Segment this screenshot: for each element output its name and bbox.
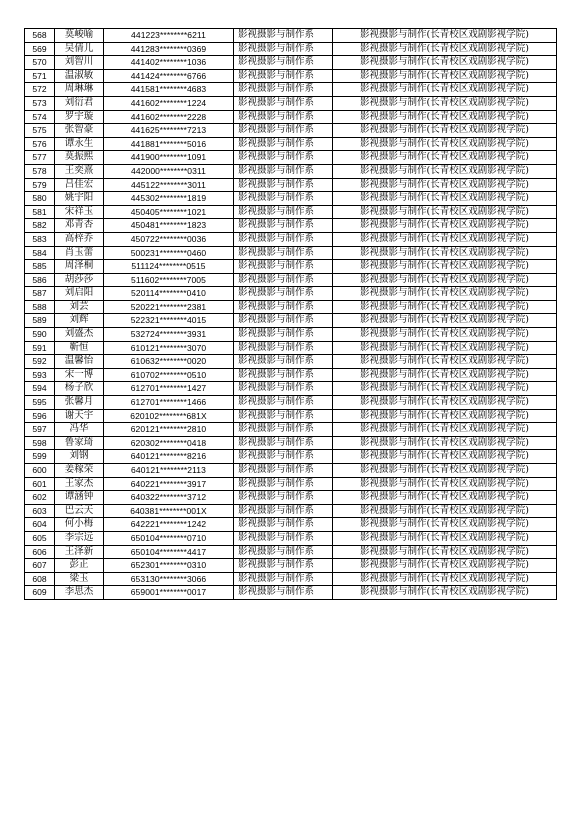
department: 影视摄影与制作系 <box>234 368 333 382</box>
table-row <box>25 178 557 192</box>
student-name: 刘芸 <box>55 300 104 314</box>
major: 影视摄影与制作(长青校区戏剧影视学院) <box>333 246 557 260</box>
row-number: 569 <box>25 42 55 56</box>
major: 影视摄影与制作(长青校区戏剧影视学院) <box>333 29 557 43</box>
id-number: 520221********2381 <box>104 300 234 314</box>
row-number: 587 <box>25 287 55 301</box>
id-number: 442000********0311 <box>104 164 234 178</box>
table-row <box>25 504 557 518</box>
id-number: 620302********0418 <box>104 436 234 450</box>
id-number: 441402********1036 <box>104 56 234 70</box>
department: 影视摄影与制作系 <box>234 464 333 478</box>
table-row <box>25 382 557 396</box>
department: 影视摄影与制作系 <box>234 124 333 138</box>
major: 影视摄影与制作(长青校区戏剧影视学院) <box>333 69 557 83</box>
row-number: 589 <box>25 314 55 328</box>
major: 影视摄影与制作(长青校区戏剧影视学院) <box>333 260 557 274</box>
id-number: 450722********0036 <box>104 232 234 246</box>
student-name: 周泽桐 <box>55 260 104 274</box>
table-row <box>25 287 557 301</box>
id-number: 441602********1224 <box>104 96 234 110</box>
row-number: 596 <box>25 409 55 423</box>
table-row <box>25 124 557 138</box>
id-number: 520114********0410 <box>104 287 234 301</box>
department: 影视摄影与制作系 <box>234 192 333 206</box>
student-name: 姜稼荣 <box>55 464 104 478</box>
department: 影视摄影与制作系 <box>234 300 333 314</box>
table-row <box>25 273 557 287</box>
department: 影视摄影与制作系 <box>234 314 333 328</box>
row-number: 568 <box>25 29 55 43</box>
row-number: 593 <box>25 368 55 382</box>
student-name: 周琳琳 <box>55 83 104 97</box>
id-number: 620121********2810 <box>104 423 234 437</box>
id-number: 612701********1466 <box>104 396 234 410</box>
department: 影视摄影与制作系 <box>234 396 333 410</box>
major: 影视摄影与制作(长青校区戏剧影视学院) <box>333 518 557 532</box>
major: 影视摄影与制作(长青校区戏剧影视学院) <box>333 219 557 233</box>
table-row <box>25 477 557 491</box>
id-number: 620102********681X <box>104 409 234 423</box>
id-number: 610121********3070 <box>104 341 234 355</box>
id-number: 640381********001X <box>104 504 234 518</box>
roster-table-body <box>25 29 557 600</box>
major: 影视摄影与制作(长青校区戏剧影视学院) <box>333 477 557 491</box>
id-number: 652301********0310 <box>104 559 234 573</box>
table-row <box>25 531 557 545</box>
student-name: 谭永生 <box>55 137 104 151</box>
major: 影视摄影与制作(长青校区戏剧影视学院) <box>333 368 557 382</box>
row-number: 576 <box>25 137 55 151</box>
major: 影视摄影与制作(长青校区戏剧影视学院) <box>333 205 557 219</box>
student-name: 巴云天 <box>55 504 104 518</box>
row-number: 577 <box>25 151 55 165</box>
id-number: 441602********2228 <box>104 110 234 124</box>
major: 影视摄影与制作(长青校区戏剧影视学院) <box>333 436 557 450</box>
major: 影视摄影与制作(长青校区戏剧影视学院) <box>333 56 557 70</box>
table-row <box>25 491 557 505</box>
table-row <box>25 232 557 246</box>
id-number: 450405********1021 <box>104 205 234 219</box>
department: 影视摄影与制作系 <box>234 355 333 369</box>
roster-table <box>24 28 557 600</box>
department: 影视摄影与制作系 <box>234 423 333 437</box>
major: 影视摄影与制作(长青校区戏剧影视学院) <box>333 586 557 600</box>
student-name: 刘钢 <box>55 450 104 464</box>
student-name: 彭正 <box>55 559 104 573</box>
major: 影视摄影与制作(长青校区戏剧影视学院) <box>333 314 557 328</box>
id-number: 610702********0510 <box>104 368 234 382</box>
id-number: 500231********0460 <box>104 246 234 260</box>
department: 影视摄影与制作系 <box>234 96 333 110</box>
department: 影视摄影与制作系 <box>234 409 333 423</box>
department: 影视摄影与制作系 <box>234 491 333 505</box>
department: 影视摄影与制作系 <box>234 559 333 573</box>
row-number: 583 <box>25 232 55 246</box>
id-number: 640221********3917 <box>104 477 234 491</box>
major: 影视摄影与制作(长青校区戏剧影视学院) <box>333 559 557 573</box>
table-row <box>25 586 557 600</box>
table-row <box>25 192 557 206</box>
id-number: 441424********6766 <box>104 69 234 83</box>
major: 影视摄影与制作(长青校区戏剧影视学院) <box>333 409 557 423</box>
student-name: 胡莎莎 <box>55 273 104 287</box>
id-number: 445302********1819 <box>104 192 234 206</box>
department: 影视摄影与制作系 <box>234 232 333 246</box>
student-name: 鲁家琦 <box>55 436 104 450</box>
student-name: 温馨怡 <box>55 355 104 369</box>
id-number: 610632********0020 <box>104 355 234 369</box>
student-name: 王奕熹 <box>55 164 104 178</box>
table-row <box>25 341 557 355</box>
table-row <box>25 572 557 586</box>
student-name: 高梓乔 <box>55 232 104 246</box>
student-name: 梁玉 <box>55 572 104 586</box>
department: 影视摄影与制作系 <box>234 151 333 165</box>
department: 影视摄影与制作系 <box>234 69 333 83</box>
row-number: 580 <box>25 192 55 206</box>
id-number: 640121********8216 <box>104 450 234 464</box>
department: 影视摄影与制作系 <box>234 137 333 151</box>
department: 影视摄影与制作系 <box>234 42 333 56</box>
row-number: 606 <box>25 545 55 559</box>
row-number: 608 <box>25 572 55 586</box>
id-number: 450481********1823 <box>104 219 234 233</box>
major: 影视摄影与制作(长青校区戏剧影视学院) <box>333 96 557 110</box>
department: 影视摄影与制作系 <box>234 477 333 491</box>
row-number: 588 <box>25 300 55 314</box>
row-number: 578 <box>25 164 55 178</box>
major: 影视摄影与制作(长青校区戏剧影视学院) <box>333 110 557 124</box>
major: 影视摄影与制作(长青校区戏剧影视学院) <box>333 42 557 56</box>
major: 影视摄影与制作(长青校区戏剧影视学院) <box>333 396 557 410</box>
table-row <box>25 56 557 70</box>
id-number: 441223********6211 <box>104 29 234 43</box>
major: 影视摄影与制作(长青校区戏剧影视学院) <box>333 273 557 287</box>
department: 影视摄影与制作系 <box>234 110 333 124</box>
major: 影视摄影与制作(长青校区戏剧影视学院) <box>333 300 557 314</box>
department: 影视摄影与制作系 <box>234 586 333 600</box>
table-row <box>25 246 557 260</box>
student-name: 姚宇阳 <box>55 192 104 206</box>
department: 影视摄影与制作系 <box>234 341 333 355</box>
roster-table-container <box>24 28 556 600</box>
department: 影视摄影与制作系 <box>234 545 333 559</box>
id-number: 441900********1091 <box>104 151 234 165</box>
student-name: 肖玉蕾 <box>55 246 104 260</box>
department: 影视摄影与制作系 <box>234 29 333 43</box>
student-name: 刘智川 <box>55 56 104 70</box>
department: 影视摄影与制作系 <box>234 219 333 233</box>
id-number: 445122********3011 <box>104 178 234 192</box>
department: 影视摄影与制作系 <box>234 287 333 301</box>
row-number: 602 <box>25 491 55 505</box>
row-number: 599 <box>25 450 55 464</box>
major: 影视摄影与制作(长青校区戏剧影视学院) <box>333 164 557 178</box>
row-number: 600 <box>25 464 55 478</box>
row-number: 585 <box>25 260 55 274</box>
table-row <box>25 164 557 178</box>
row-number: 605 <box>25 531 55 545</box>
row-number: 574 <box>25 110 55 124</box>
student-name: 刘启阳 <box>55 287 104 301</box>
student-name: 李宗远 <box>55 531 104 545</box>
table-row <box>25 83 557 97</box>
student-name: 冯华 <box>55 423 104 437</box>
id-number: 612701********1427 <box>104 382 234 396</box>
row-number: 595 <box>25 396 55 410</box>
row-number: 579 <box>25 178 55 192</box>
department: 影视摄影与制作系 <box>234 83 333 97</box>
student-name: 刘辉 <box>55 314 104 328</box>
major: 影视摄影与制作(长青校区戏剧影视学院) <box>333 450 557 464</box>
row-number: 592 <box>25 355 55 369</box>
table-row <box>25 436 557 450</box>
row-number: 590 <box>25 328 55 342</box>
table-row <box>25 151 557 165</box>
row-number: 601 <box>25 477 55 491</box>
table-row <box>25 355 557 369</box>
id-number: 653130********3066 <box>104 572 234 586</box>
major: 影视摄影与制作(长青校区戏剧影视学院) <box>333 531 557 545</box>
row-number: 584 <box>25 246 55 260</box>
row-number: 581 <box>25 205 55 219</box>
department: 影视摄影与制作系 <box>234 56 333 70</box>
department: 影视摄影与制作系 <box>234 504 333 518</box>
table-row <box>25 96 557 110</box>
row-number: 573 <box>25 96 55 110</box>
student-name: 邓青杏 <box>55 219 104 233</box>
department: 影视摄影与制作系 <box>234 273 333 287</box>
major: 影视摄影与制作(长青校区戏剧影视学院) <box>333 545 557 559</box>
student-name: 刘盛杰 <box>55 328 104 342</box>
student-name: 宋一博 <box>55 368 104 382</box>
major: 影视摄影与制作(长青校区戏剧影视学院) <box>333 382 557 396</box>
id-number: 640322********3712 <box>104 491 234 505</box>
table-row <box>25 42 557 56</box>
major: 影视摄影与制作(长青校区戏剧影视学院) <box>333 83 557 97</box>
table-row <box>25 368 557 382</box>
table-row <box>25 219 557 233</box>
table-row <box>25 559 557 573</box>
id-number: 642221********1242 <box>104 518 234 532</box>
id-number: 441881********5016 <box>104 137 234 151</box>
id-number: 659001********0017 <box>104 586 234 600</box>
department: 影视摄影与制作系 <box>234 382 333 396</box>
table-row <box>25 396 557 410</box>
table-row <box>25 328 557 342</box>
student-name: 靳恒 <box>55 341 104 355</box>
table-row <box>25 260 557 274</box>
department: 影视摄影与制作系 <box>234 531 333 545</box>
table-row <box>25 464 557 478</box>
student-name: 杨子欣 <box>55 382 104 396</box>
row-number: 570 <box>25 56 55 70</box>
table-row <box>25 110 557 124</box>
department: 影视摄影与制作系 <box>234 164 333 178</box>
student-name: 宋祥玉 <box>55 205 104 219</box>
major: 影视摄影与制作(长青校区戏剧影视学院) <box>333 572 557 586</box>
table-row <box>25 29 557 43</box>
table-row <box>25 205 557 219</box>
row-number: 571 <box>25 69 55 83</box>
major: 影视摄影与制作(长青校区戏剧影视学院) <box>333 192 557 206</box>
student-name: 吴倩儿 <box>55 42 104 56</box>
major: 影视摄影与制作(长青校区戏剧影视学院) <box>333 491 557 505</box>
student-name: 谢天宇 <box>55 409 104 423</box>
major: 影视摄影与制作(长青校区戏剧影视学院) <box>333 355 557 369</box>
department: 影视摄影与制作系 <box>234 260 333 274</box>
major: 影视摄影与制作(长青校区戏剧影视学院) <box>333 464 557 478</box>
department: 影视摄影与制作系 <box>234 205 333 219</box>
student-name: 张智豪 <box>55 124 104 138</box>
student-name: 莫振熙 <box>55 151 104 165</box>
id-number: 511602********7005 <box>104 273 234 287</box>
id-number: 532724********3931 <box>104 328 234 342</box>
major: 影视摄影与制作(长青校区戏剧影视学院) <box>333 178 557 192</box>
row-number: 607 <box>25 559 55 573</box>
row-number: 603 <box>25 504 55 518</box>
table-row <box>25 423 557 437</box>
student-name: 莫峻喻 <box>55 29 104 43</box>
student-name: 张馨月 <box>55 396 104 410</box>
department: 影视摄影与制作系 <box>234 178 333 192</box>
id-number: 650104********0710 <box>104 531 234 545</box>
row-number: 598 <box>25 436 55 450</box>
table-row <box>25 545 557 559</box>
major: 影视摄影与制作(长青校区戏剧影视学院) <box>333 137 557 151</box>
row-number: 604 <box>25 518 55 532</box>
id-number: 650104********4417 <box>104 545 234 559</box>
row-number: 591 <box>25 341 55 355</box>
student-name: 吕佳宏 <box>55 178 104 192</box>
student-name: 刘衍君 <box>55 96 104 110</box>
row-number: 597 <box>25 423 55 437</box>
row-number: 586 <box>25 273 55 287</box>
table-row <box>25 409 557 423</box>
major: 影视摄影与制作(长青校区戏剧影视学院) <box>333 423 557 437</box>
id-number: 640121********2113 <box>104 464 234 478</box>
student-name: 王泽新 <box>55 545 104 559</box>
major: 影视摄影与制作(长青校区戏剧影视学院) <box>333 232 557 246</box>
department: 影视摄影与制作系 <box>234 246 333 260</box>
row-number: 575 <box>25 124 55 138</box>
id-number: 522321********4015 <box>104 314 234 328</box>
major: 影视摄影与制作(长青校区戏剧影视学院) <box>333 287 557 301</box>
row-number: 582 <box>25 219 55 233</box>
row-number: 609 <box>25 586 55 600</box>
major: 影视摄影与制作(长青校区戏剧影视学院) <box>333 151 557 165</box>
row-number: 594 <box>25 382 55 396</box>
table-row <box>25 137 557 151</box>
department: 影视摄影与制作系 <box>234 518 333 532</box>
id-number: 441581********4683 <box>104 83 234 97</box>
major: 影视摄影与制作(长青校区戏剧影视学院) <box>333 504 557 518</box>
id-number: 441625********7213 <box>104 124 234 138</box>
table-row <box>25 300 557 314</box>
major: 影视摄影与制作(长青校区戏剧影视学院) <box>333 124 557 138</box>
student-name: 王家杰 <box>55 477 104 491</box>
table-row <box>25 450 557 464</box>
department: 影视摄影与制作系 <box>234 328 333 342</box>
student-name: 谭涵钟 <box>55 491 104 505</box>
department: 影视摄影与制作系 <box>234 450 333 464</box>
department: 影视摄影与制作系 <box>234 436 333 450</box>
table-row <box>25 518 557 532</box>
department: 影视摄影与制作系 <box>234 572 333 586</box>
student-name: 罗宇璇 <box>55 110 104 124</box>
major: 影视摄影与制作(长青校区戏剧影视学院) <box>333 328 557 342</box>
student-name: 何小梅 <box>55 518 104 532</box>
table-row <box>25 314 557 328</box>
student-name: 温淑敏 <box>55 69 104 83</box>
id-number: 511124********0515 <box>104 260 234 274</box>
id-number: 441283********0369 <box>104 42 234 56</box>
table-row <box>25 69 557 83</box>
major: 影视摄影与制作(长青校区戏剧影视学院) <box>333 341 557 355</box>
student-name: 李思杰 <box>55 586 104 600</box>
row-number: 572 <box>25 83 55 97</box>
